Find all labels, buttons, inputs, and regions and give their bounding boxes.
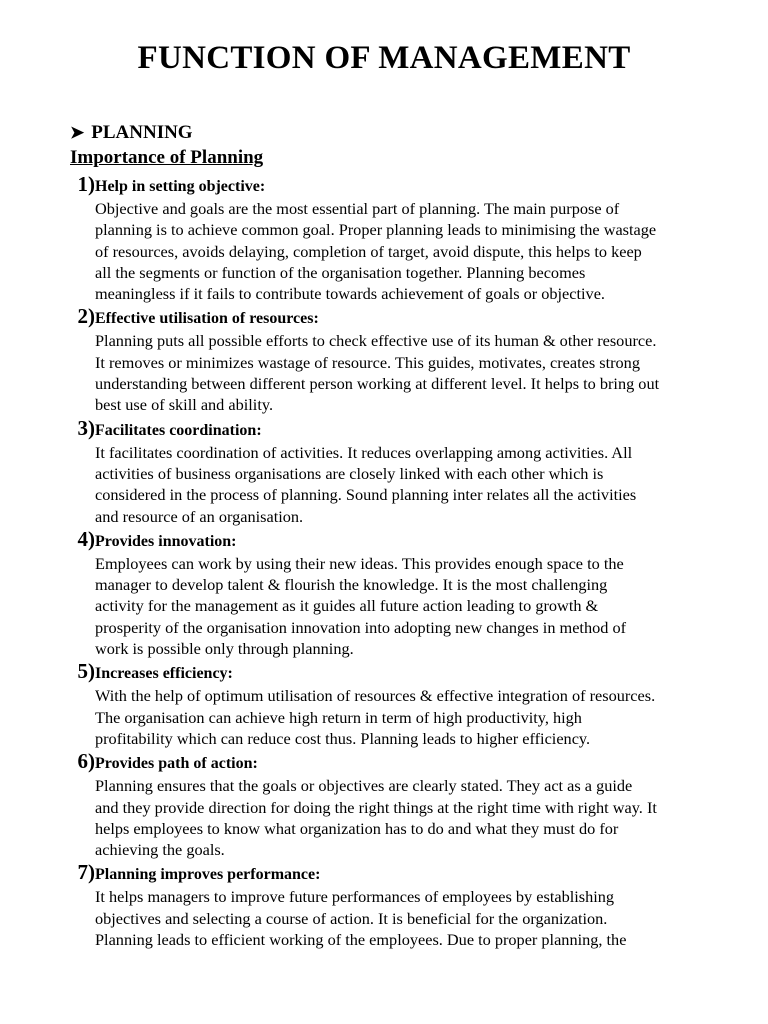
list-item (70, 172, 730, 304)
section-heading (70, 122, 193, 144)
list-item (70, 416, 730, 527)
item-title: Provides path of action: (95, 755, 258, 773)
item-body: Planning puts all possible efforts to check effective use of its human & other resource. It removes or minimizes wastage of resource. This guides, motivates, creates strong understanding between different person working at different level. It helps to bring out best use of skill and ability. (95, 331, 660, 415)
item-body: It helps managers to improve future performances of employees by establishing objectives and selecting a course of action. It is beneficial for the organization. Planning leads to efficient working of the employees. Due to proper planning, the (95, 887, 627, 950)
subheading: Importance of Planning (70, 147, 264, 168)
list-item (70, 304, 730, 415)
item-body: Planning ensures that the goals or objectives are clearly stated. They act as a guide and they provide direction for doing the right things at the right time with right way. It helps employees to know what organization has to do and what they must do for achieving the goals. (95, 776, 657, 860)
list-item (70, 659, 730, 749)
item-body: Objective and goals are the most essential part of planning. The main purpose of planning is to achieve common goal. Proper planning leads to minimising the wastage of resources, avoids delaying, completion of target, avoid dispute, this helps to keep all the segments or function of the organisation together. Planning becomes meaningless if it fails to contribute towards achievement of goals or objective. (95, 199, 657, 304)
item-number: 3) (77, 415, 95, 440)
item-title: Provides innovation: (95, 532, 237, 550)
item-title: Effective utilisation of resources: (95, 310, 319, 328)
item-number: 1) (77, 172, 95, 196)
list-item (70, 527, 730, 659)
page-title: FUNCTION OF MANAGEMENT (137, 40, 631, 76)
item-number: 5) (77, 659, 95, 684)
item-number: 6) (77, 749, 95, 774)
item-title: Increases efficiency: (95, 665, 233, 683)
arrow-bullet-icon: ➤ (70, 123, 85, 142)
item-body: With the help of optimum utilisation of resources & effective integration of resources. The organisation can achieve high return in term of high productivity, high profitability which can reduce cost thus. Planning leads to higher efficiency. (95, 686, 656, 748)
list-item (70, 860, 730, 950)
item-body: Employees can work by using their new ideas. This provides enough space to the manager to develop talent & flourish the knowledge. It is the most challenging activity for the management as it guides all future action leading to growth & prosperity of the organisation innovation into adopting new changes in method of work is possible only through planning. (95, 553, 627, 659)
section-label: PLANNING (91, 122, 193, 143)
item-number: 7) (77, 860, 95, 885)
importance-list (70, 172, 730, 950)
item-title: Help in setting objective: (95, 178, 266, 195)
item-number: 4) (77, 526, 95, 551)
item-number: 2) (77, 304, 95, 329)
item-title: Facilitates coordination: (95, 421, 262, 439)
list-item (70, 749, 730, 860)
item-title: Planning improves performance: (95, 866, 321, 884)
item-body: It facilitates coordination of activities. It reduces overlapping among activities. All activities of business organisations are closely linked with each other which is considered in the process of planning. Sound planning inter relates all the activities and resource of an organisation. (95, 442, 637, 526)
